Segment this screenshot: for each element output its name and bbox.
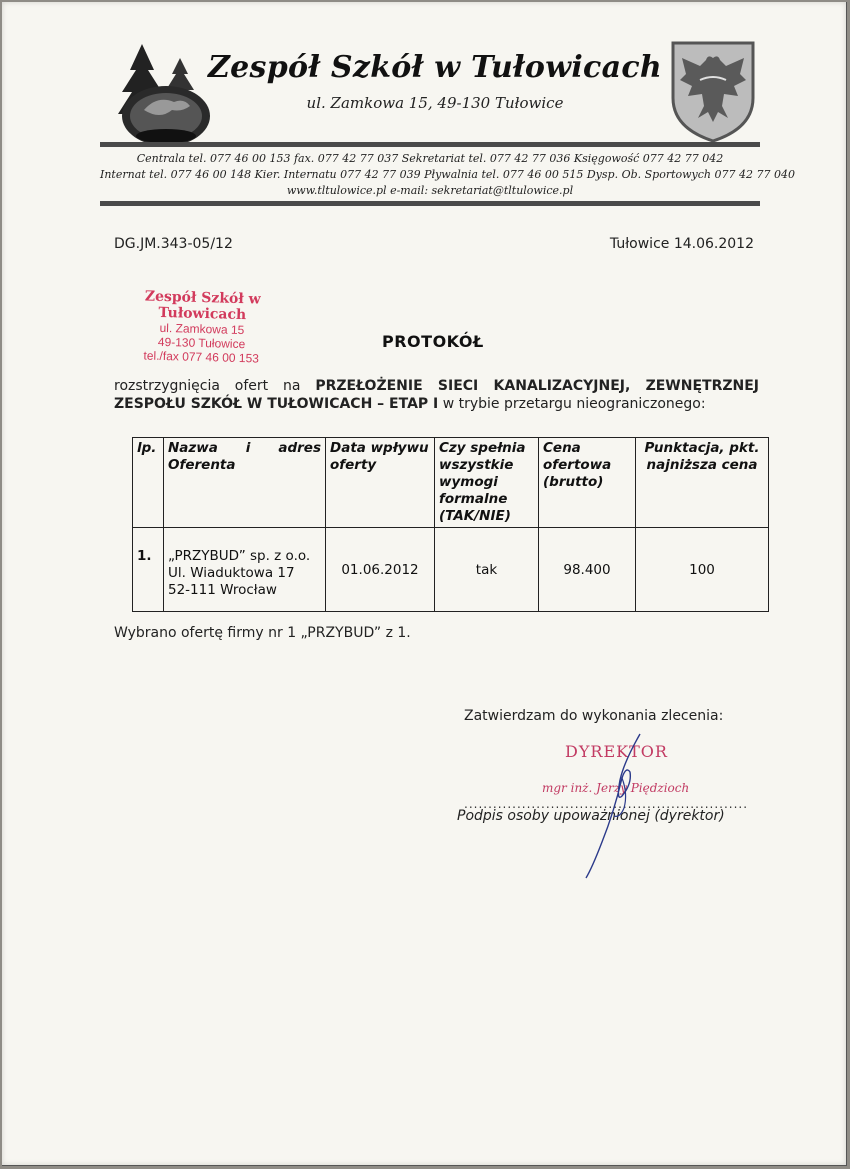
- header-formal: Czy spełnia wszystkie wymogi formalne (TAK/NIE): [435, 438, 539, 528]
- cell-name-line1: „PRZYBUD” sp. z o.o.: [168, 548, 311, 564]
- header-name-word3: adres: [278, 440, 321, 456]
- signature-line: ...........................................................: [464, 797, 749, 811]
- stamp-line-street: ul. Zamkowa 15: [159, 320, 245, 338]
- intro-suffix: w trybie przetargu nieograniczonego:: [438, 396, 706, 412]
- stamp-line-city: 49-130 Tułowice: [157, 334, 246, 352]
- offers-table: [132, 437, 769, 612]
- table-row: [133, 528, 769, 612]
- school-address: ul. Zamkowa 15, 49-130 Tułowice: [306, 94, 564, 112]
- stamp-line-name: Zespół Szkół w Tułowicach: [144, 288, 261, 324]
- place-date: Tułowice 14.06.2012: [609, 236, 754, 252]
- intro-subject: PRZEŁOŻENIE SIECI KANALIZACYJNEJ, ZEWNĘTRZNEJ ZESPOŁU SZKÓŁ W TUŁOWICACH – ETAP I: [114, 378, 759, 412]
- stamp-line-phone: tel./fax 077 46 00 153: [143, 348, 260, 366]
- cell-formal: tak: [435, 528, 539, 612]
- header-name-word1: Nazwa: [168, 440, 218, 456]
- eagle-coat-of-arms-icon: [670, 40, 756, 144]
- cell-price: 98.400: [539, 528, 636, 612]
- contact-line-web: www.tltulowice.pl e-mail: sekretariat@tltulowice.pl: [286, 184, 574, 197]
- selected-offer-text: Wybrano ofertę firmy nr 1 „PRZYBUD” z 1.: [114, 625, 411, 641]
- signature-label: Podpis osoby upoważnionej (dyrektor): [457, 808, 725, 824]
- reference-number: DG.JM.343-05/12: [114, 236, 233, 252]
- intro-prefix: rozstrzygnięcia ofert na: [114, 378, 316, 394]
- contact-line-phones: Centrala tel. 077 46 00 153 fax. 077 42 77 037 Sekretariat tel. 077 42 77 036 Księgowość 077 42 77 042: [136, 152, 724, 165]
- header-date: Data wpływu oferty: [326, 438, 435, 528]
- approval-label: Zatwierdzam do wykonania zlecenia:: [464, 708, 724, 724]
- header-price: Cena ofertowa (brutto): [539, 438, 636, 528]
- header-points: Punktacja, pkt. najniższa cena: [636, 438, 769, 528]
- header-name-word2: i: [245, 440, 251, 456]
- cell-name-line2: Ul. Wiaduktowa 17: [168, 565, 295, 581]
- header-rule-top: [100, 142, 760, 147]
- cell-nr: 1.: [133, 528, 164, 612]
- director-stamp-name: mgr inż. Jerzy Piędzioch: [542, 781, 690, 795]
- cell-points: 100: [636, 528, 769, 612]
- cell-name-line3: 52-111 Wrocław: [168, 582, 277, 598]
- handwritten-signature-icon: [562, 732, 672, 882]
- intro-paragraph: [114, 377, 759, 413]
- table-header-row: [133, 438, 769, 528]
- school-stamp: [101, 287, 303, 366]
- cell-name: [164, 528, 326, 612]
- header-name: [164, 438, 326, 528]
- document-title: PROTOKÓŁ: [382, 332, 484, 351]
- header-rule-bottom: [100, 201, 760, 206]
- document-page: [2, 2, 847, 1166]
- school-name: Zespół Szkół w Tułowicach: [207, 50, 663, 85]
- cell-date: 01.06.2012: [326, 528, 435, 612]
- header-name-word4: Oferenta: [168, 457, 236, 473]
- director-stamp-title: DYREKTOR: [565, 742, 668, 761]
- contact-line-internat: Internat tel. 077 46 00 148 Kier. Internatu 077 42 77 039 Pływalnia tel. 077 46 00 515 Dysp. Ob. Sportowych 077 42 77 040: [100, 168, 795, 181]
- header-nr: lp.: [133, 438, 164, 528]
